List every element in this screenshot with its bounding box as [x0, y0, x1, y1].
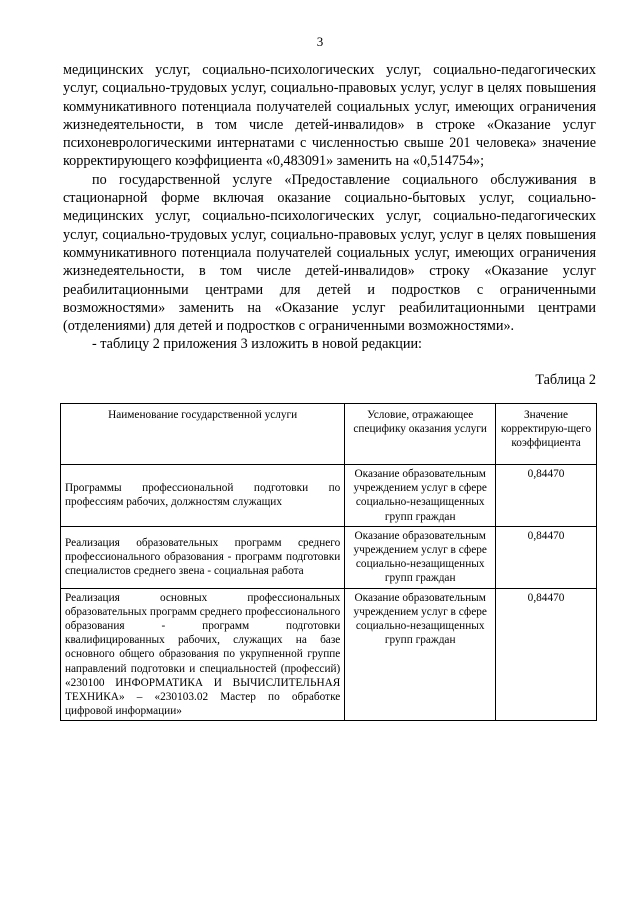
row-coefficient: 0,84470: [496, 465, 597, 527]
table-row: [61, 588, 597, 721]
row-service-name: Реализация образовательных программ среднего профессионального образования - программ подготовки специалистов среднего звена - социальная работа: [61, 526, 345, 588]
header-condition: Условие, отражающее специфику оказания услуги: [345, 404, 496, 465]
page-number: 3: [316, 34, 324, 49]
paragraph-table-instruction: - таблицу 2 приложения 3 изложить в новой редакции:: [92, 336, 422, 353]
row-service-name: Программы профессиональной подготовки по профессиям рабочих, должностям служащих: [61, 465, 345, 527]
table-row: [61, 526, 597, 588]
row-service-name: Реализация основных профессиональных образовательных программ среднего профессионального образования - программ подготовки квалифицированных рабочих, служащих на базе основного общего образования по укрупненной группе направлений подготовки и специальностей (профессий) «230100 ИНФОРМАТИКА И ВЫЧИСЛИТЕЛЬНАЯ ТЕХНИКА» – «230103.02 Мастер по обработке цифровой информации»: [61, 588, 345, 721]
row-condition: Оказание образовательным учреждением услуг в сфере социально-незащищенных групп граждан: [345, 465, 496, 527]
row-condition: Оказание образовательным учреждением услуг в сфере социально-незащищенных групп граждан: [345, 588, 496, 721]
document-body: [63, 61, 596, 354]
table-row: [61, 465, 597, 527]
paragraph-stationary-service: по государственной услуге «Предоставление социального обслуживания в стационарной форме включая оказание социально-бытовых услуг, социально-медицинских услуг, социально-психологических услуг, социально-педагогических услуг, социально-трудовых услуг, социально-правовых услуг, услуг в целях повышения коммуникативного потенциала получателей социальных услуг, имеющих ограничения жизнедеятельности, в том числе детей-инвалидов» строку «Оказание услуг реабилитационными центрами для детей и подростков с ограниченными возможностями» заменить на «Оказание услуг реабилитационными центрами (отделениями) для детей и подростков с ограниченными возможностями».: [63, 171, 596, 335]
table-header-row: [61, 404, 597, 465]
row-coefficient: 0,84470: [496, 526, 597, 588]
coefficients-table: [60, 403, 597, 721]
header-service-name: Наименование государственной услуги: [61, 404, 345, 465]
row-coefficient: 0,84470: [496, 588, 597, 721]
row-condition: Оказание образовательным учреждением услуг в сфере социально-незащищенных групп граждан: [345, 526, 496, 588]
header-coefficient: Значение корректирую-щего коэффициента: [496, 404, 597, 465]
table-caption: Таблица 2: [535, 372, 596, 388]
paragraph-coefficient-replacement: медицинских услуг, социально-психологических услуг, социально-педагогических услуг, социально-трудовых услуг, социально-правовых услуг, услуг в целях повышения коммуникативного потенциала получателей социальных услуг, имеющих ограничения жизнедеятельности, в том числе детей-инвалидов» в строке «Оказание услуг психоневрологическими интернатами с численностью свыше 201 человека» значение корректирующего коэффициента «0,483091» заменить на «0,514754»;: [63, 62, 596, 170]
